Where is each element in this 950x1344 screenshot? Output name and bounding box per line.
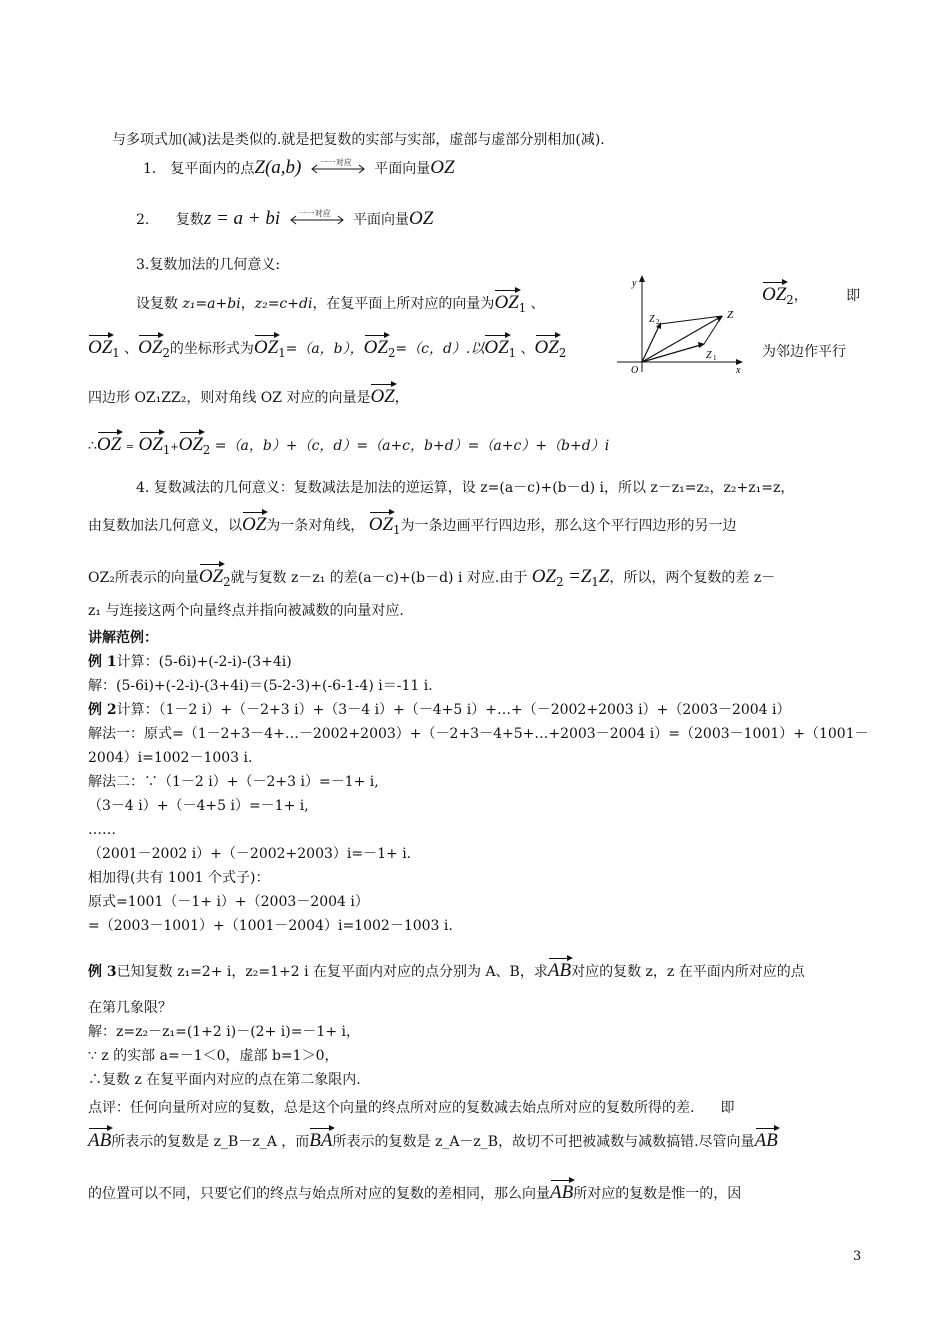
complex-z-expr: z = a + bi xyxy=(203,208,281,229)
point-z: Z(a,b) xyxy=(254,157,302,178)
svg-text:2: 2 xyxy=(656,318,660,326)
heading-subtraction-geometry: 4. 复数减法的几何意义：复数减法是加法的逆运算，设 z=(a－c)+(b－d) i，所以 z－z₁=z₂，z₂+z₁=z， xyxy=(136,480,795,496)
paragraph-subtraction-3: z₁ 与连接这两个向量终点并指向被减数的向量对应. xyxy=(88,603,404,619)
complex-plane-figure xyxy=(612,272,762,384)
paragraph-addition-2-end: 为邻边作平行 xyxy=(762,344,846,360)
svg-text:y: y xyxy=(632,278,637,289)
example-2-solution-2: 解法二：∵（1－2 i）+（－2+3 i）=－1+ i, xyxy=(88,774,379,790)
example-2-solution-2-line2: （3－4 i）+（－4+5 i）=－1+ i, xyxy=(88,798,309,814)
example-2-result-1: 原式=1001（－1+ i）+（2003－2004 i） xyxy=(88,894,369,910)
paragraph-addition-3: 四边形 OZ₁ZZ₂，则对角线 OZ 对应的向量是OZ， xyxy=(88,386,409,407)
example-3-solution-3: ∴复数 z 在复平面内对应的点在第二象限内. xyxy=(88,1072,361,1088)
svg-text:x: x xyxy=(736,365,741,376)
correspondence-arrow-icon: 一一对应 xyxy=(289,213,345,227)
section-examples-heading: 讲解范例： xyxy=(88,630,158,646)
example-3-solution-1: 解：z=z₂－z₁=(1+2 i)－(2+ i)=－1+ i， xyxy=(88,1024,360,1040)
example-1-solution: 解：(5-6i)+(-2-i)-(3+4i)＝(5-2-3)+(-6-1-4) i＝-11 i. xyxy=(88,678,433,694)
example-2-ellipsis: …… xyxy=(88,822,116,838)
example-3-solution-2: ∵ z 的实部 a=－1＜0，虚部 b=1＞0， xyxy=(88,1048,339,1064)
addition-formula: ∴OZ = $OZ_1+OZ_2 =(a$，b）+（c，d）=（a+c，b+d）=（a+c）+（b+d）i xyxy=(88,434,610,457)
parallelogram-diagram xyxy=(612,272,762,384)
paragraph-subtraction-2: OZ₂所表示的向量$OZ_2$就与复数 z－z₁ 的差(a－c)+(b－d) i 对应.由于 $OZ_2 =Z_1Z$，所以，两个复数的差 z－ xyxy=(88,566,776,589)
svg-text:O: O xyxy=(631,365,639,376)
comment-line-2: AB所表示的复数是 z_B－z_A ，而BA所表示的复数是 z_A－z_B，故切不可把被减数与减数搞错.尽管向量AB xyxy=(88,1130,778,1151)
svg-text:Z: Z xyxy=(649,314,655,325)
correspondence-arrow-icon: 一一对应 xyxy=(310,162,366,176)
paragraph-addition-2: $OZ_1$ 、$OZ_2$的坐标形式为$OZ_1=(a$，b），$OZ_2=(c$，d）.以$OZ_1$ 、$OZ_2$ xyxy=(88,337,567,360)
item-2: 2. 复数z = a + bi 一一对应 平面向量OZ xyxy=(136,208,434,229)
example-2-solution-2-line3: （2001－2002 i）+（－2002+2003）i=－1+ i. xyxy=(88,846,412,862)
example-2-solution-1-cont: 2004）i=1002－1003 i. xyxy=(88,750,253,766)
svg-text:1: 1 xyxy=(713,354,717,362)
paragraph-addition-1: 设复数 z₁=a+bi，z₂=c+di，在复平面上所对应的向量为$OZ_1$ 、 xyxy=(136,292,545,315)
comment-line-3: 的位置可以不同，只要它们的终点与始点所对应的复数的差相同，那么向量AB所对应的复数是惟一的，因 xyxy=(88,1182,742,1203)
page-number: 3 xyxy=(853,1249,862,1264)
item-1: 1． 复平面内的点Z(a,b) 一一对应 平面向量OZ xyxy=(143,157,455,178)
svg-text:Z: Z xyxy=(727,309,734,321)
svg-text:Z: Z xyxy=(706,350,712,361)
heading-addition-geometry: 3.复数加法的几何意义: xyxy=(136,257,281,273)
comment-line-1: 点评：任何向量所对应的复数，总是这个向量的终点所对应的复数减去始点所对应的复数所得的差. 即 xyxy=(88,1100,735,1116)
example-3: 例 3已知复数 z₁=2+ i，z₂=1+2 i 在复平面内对应的点分别为 A、B，求AB对应的复数 z，z 在平面内所对应的点 xyxy=(88,960,805,981)
example-2-result-2: =（2003－1001）+（1001－2004）i=1002－1003 i. xyxy=(88,918,453,934)
example-2: 例 2计算：（1－2 i）+（－2+3 i）+（3－4 i）+（－4+5 i）+…+（－2002+2003 i）+（2003－2004 i） xyxy=(88,702,791,718)
example-3-cont: 在第几象限？ xyxy=(88,1000,172,1016)
example-1: 例 1计算：(5-6i)+(-2-i)-(3+4i) xyxy=(88,654,292,670)
paragraph-subtraction-1: 由复数加法几何意义，以OZ为一条对角线， $OZ_1$为一条边画平行四边形，那么这个平行四边形的另一边 xyxy=(88,514,737,537)
vector-oz2-label: $OZ_2$， 即 xyxy=(762,284,861,307)
paragraph-intro: 与多项式加(减)法是类似的.就是把复数的实部与实部，虚部与虚部分别相加(减). xyxy=(112,132,605,148)
example-2-sum-note: 相加得(共有 1001 个式子)： xyxy=(88,870,270,886)
example-2-solution-1: 解法一：原式=（1－2+3－4+…－2002+2003）+（－2+3－4+5+…+2003－2004 i）=（2003－1001）+（1001－ xyxy=(88,726,869,742)
